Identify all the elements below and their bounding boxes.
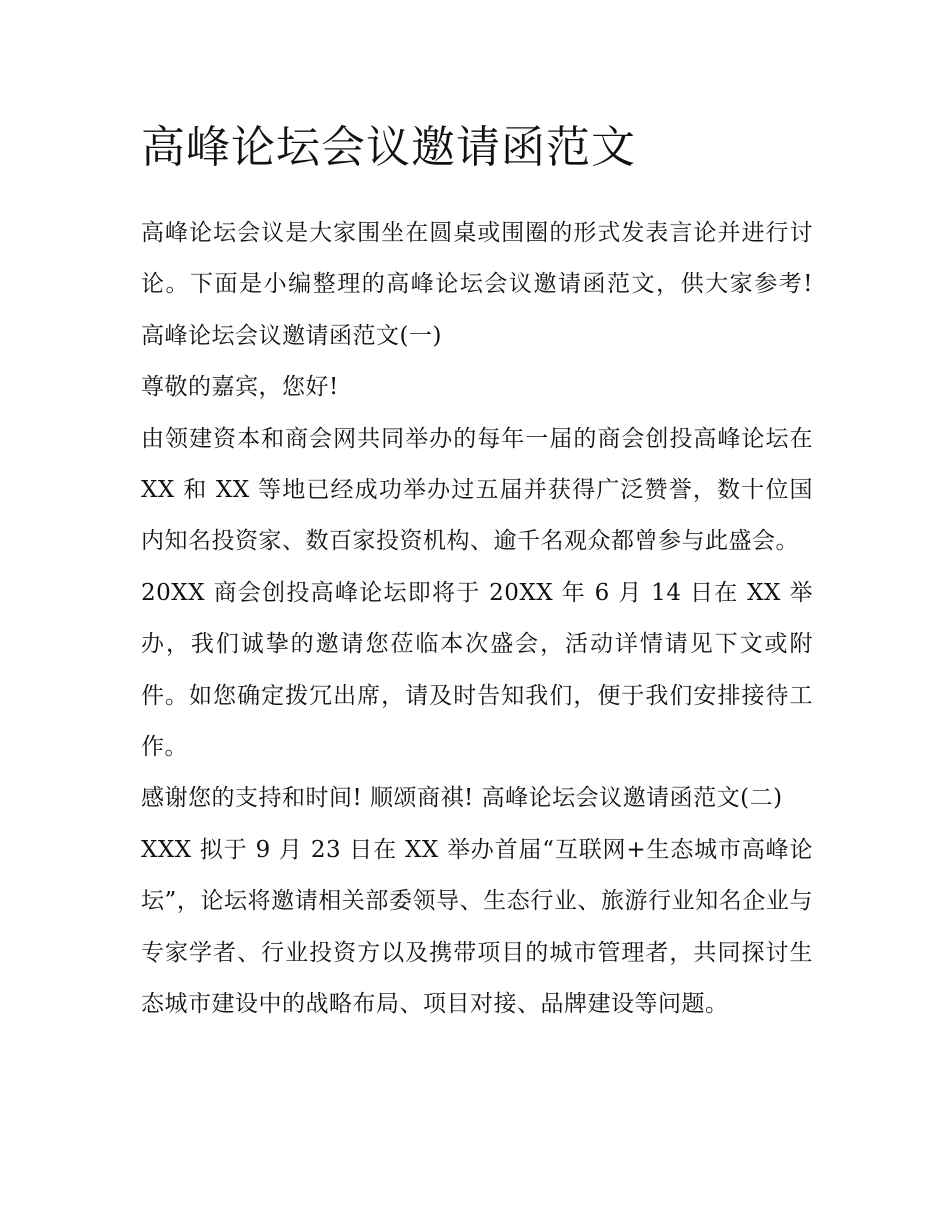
paragraph-closing: 感谢您的支持和时间! 顺颂商祺! 高峰论坛会议邀请函范文(二) xyxy=(141,785,783,812)
document-title: 高峰论坛会议邀请函范文 xyxy=(141,122,636,173)
paragraph-greeting: 尊敬的嘉宾，您好! xyxy=(141,374,339,401)
paragraph-invitation: 20XX 商会创投高峰论坛即将于 20XX 年 6 月 14 日在 XX 举办，我们诚挚的邀请您莅临本次盛会，活动详情请见下文或附件。如您确定拨冗出席，请及时告知我们，便于我们安排接待工作。 xyxy=(141,579,813,761)
document-body xyxy=(141,118,813,1031)
paragraph-example-two: XXX 拟于 9 月 23 日在 XX 举办首届“互联网+生态城市高峰论坛”，论坛将邀请相关部委领导、生态行业、旅游行业知名企业与专家学者、行业投资方以及携带项目的城市管理者，共同探讨生态城市建设中的战略布局、项目对接、品牌建设等问题。 xyxy=(141,836,813,1018)
paragraph-background: 由领建资本和商会网共同举办的每年一届的商会创投高峰论坛在 XX 和 XX 等地已经成功举办过五届并获得广泛赞誉，数十位国内知名投资家、数百家投资机构、逾千名观众都曾参与此盛会。 xyxy=(141,425,813,555)
paragraph-intro: 高峰论坛会议是大家围坐在圆桌或围圈的形式发表言论并进行讨论。下面是小编整理的高峰论坛会议邀请函范文，供大家参考! 高峰论坛会议邀请函范文(一) xyxy=(141,220,813,349)
